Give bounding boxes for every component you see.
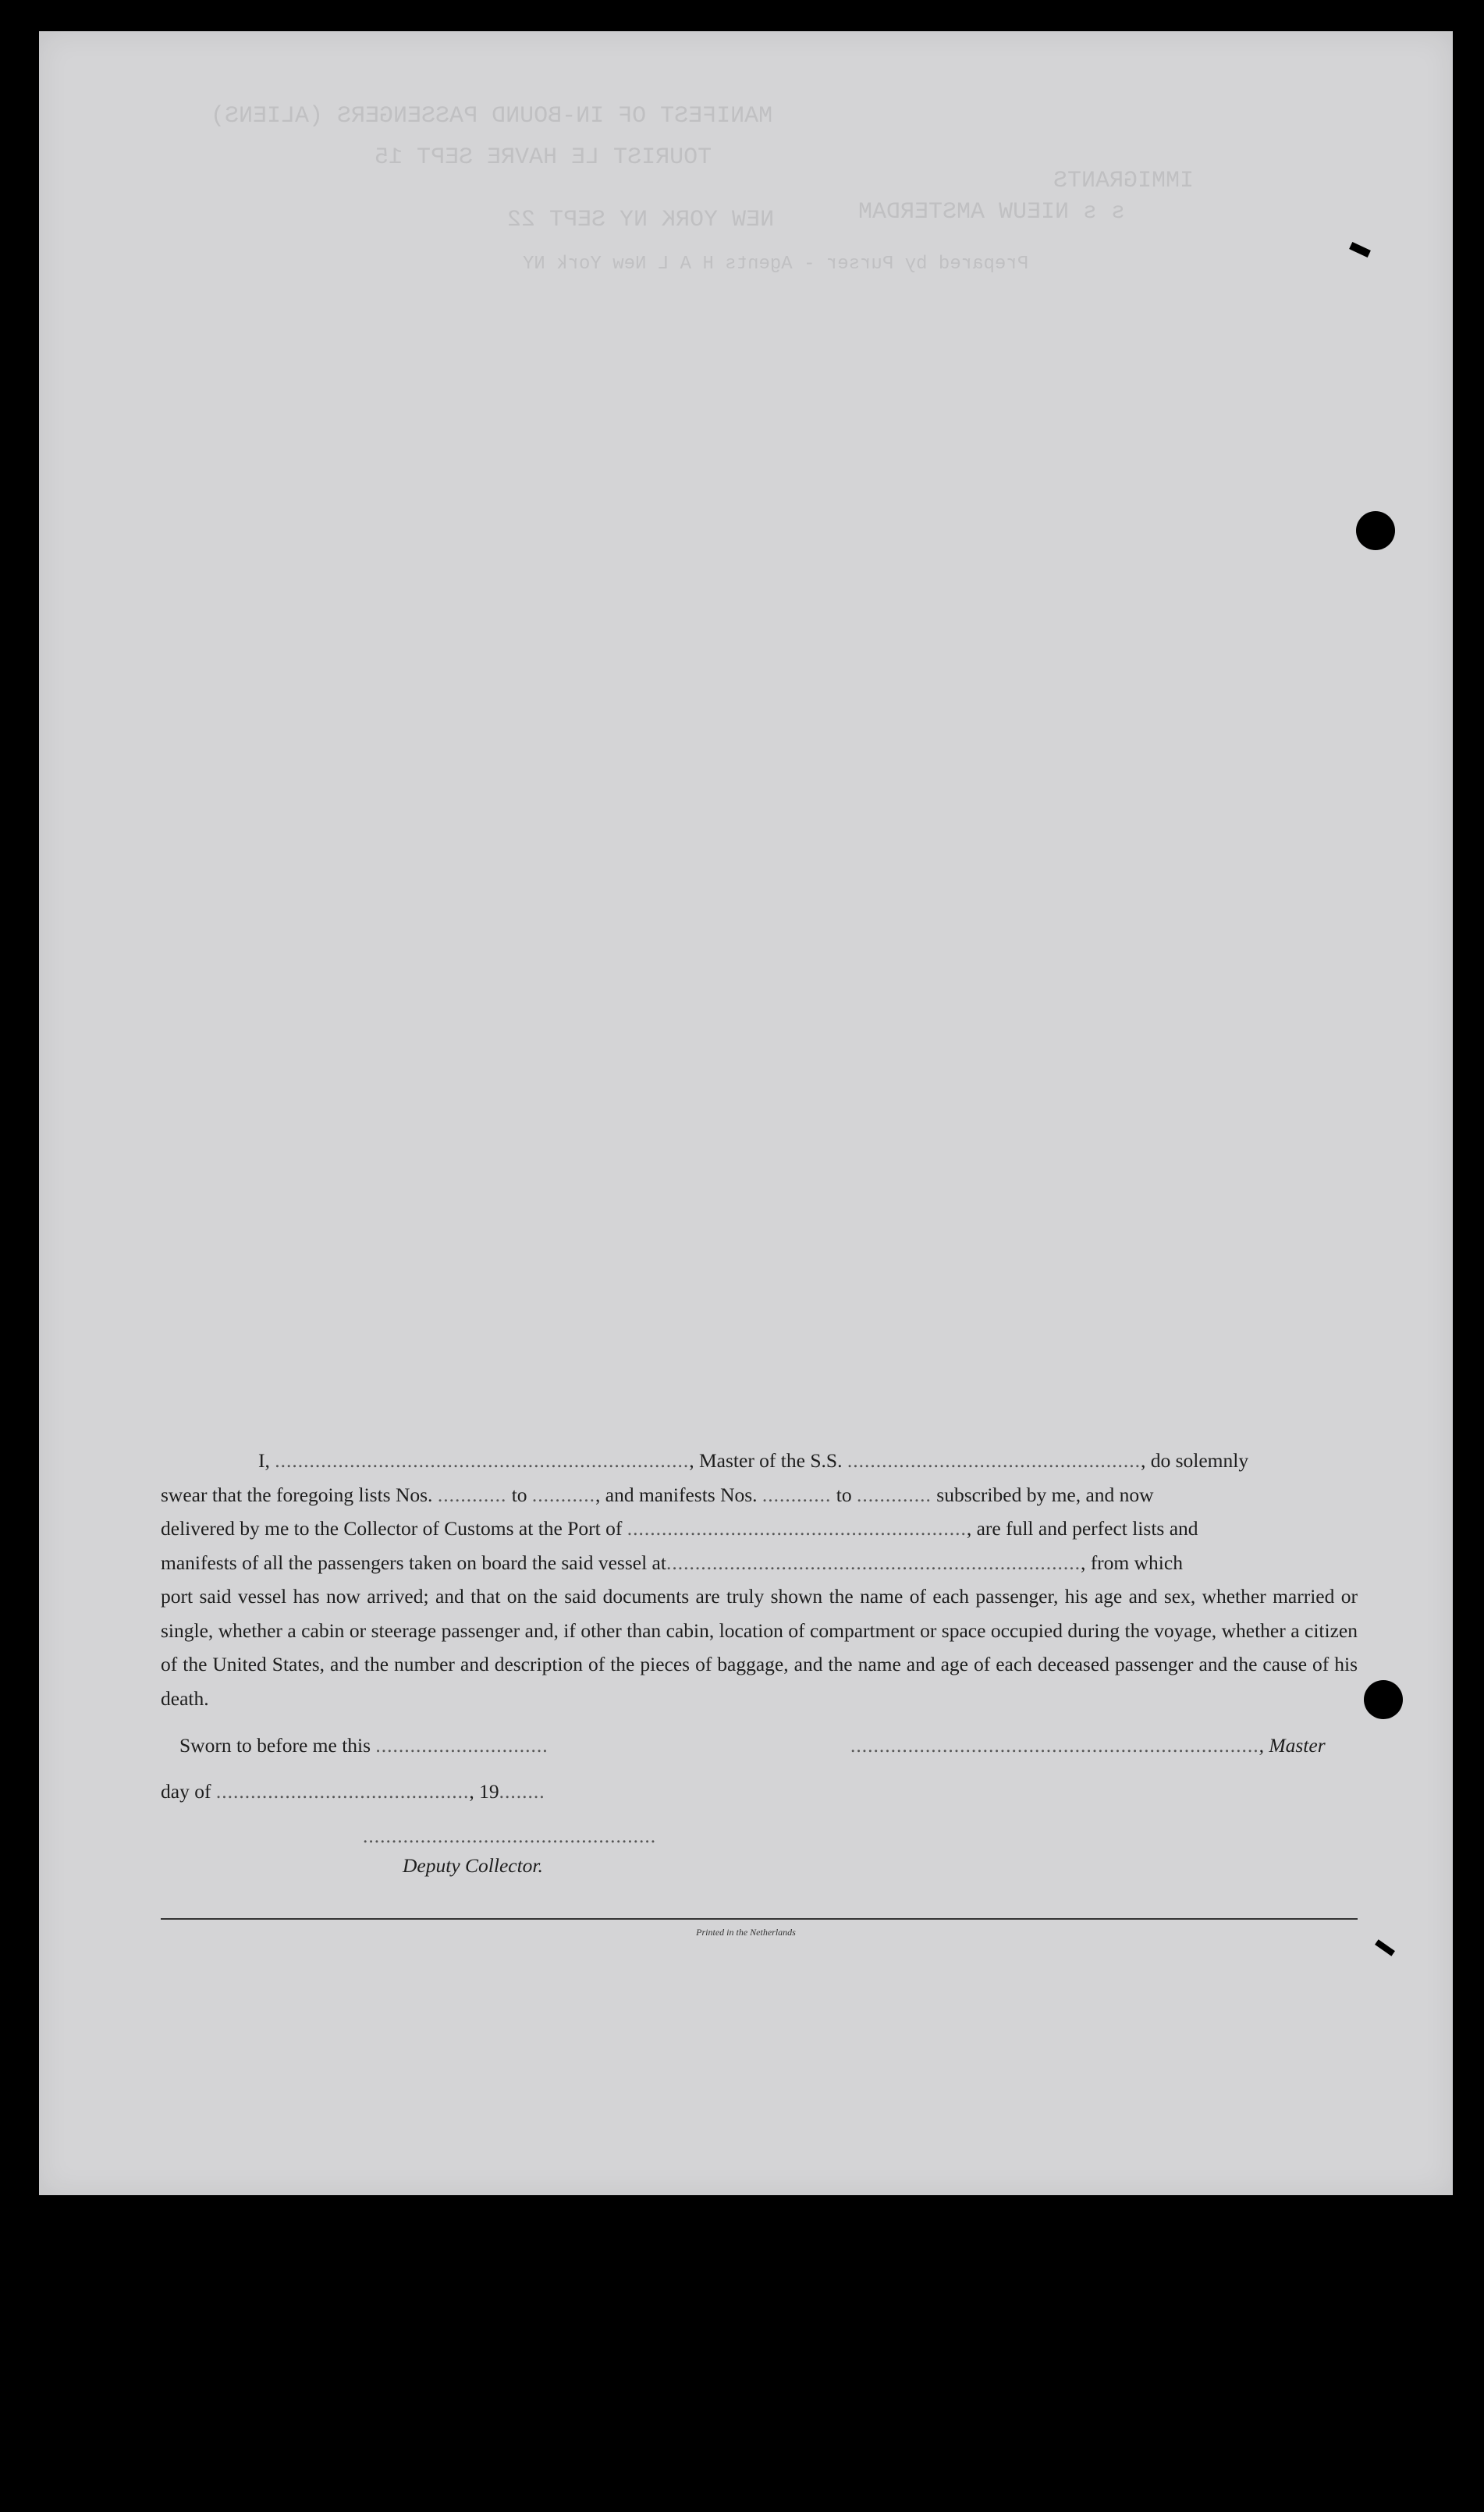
fill-line: ........................................................... xyxy=(627,1517,967,1540)
oath-solemnly: , do solemnly xyxy=(1140,1449,1249,1472)
day-row xyxy=(161,1780,545,1803)
ghost-line-5: NEW YORK NY SEPT 22 xyxy=(507,207,775,233)
fill-line: ............. xyxy=(857,1483,932,1506)
edge-mark xyxy=(1375,1939,1395,1956)
ghost-line-1: MANIFEST OF IN-BOUND PASSENGERS (ALIENS) xyxy=(211,103,773,130)
oath-line2-b: to xyxy=(511,1483,527,1506)
sworn-row xyxy=(179,1734,549,1757)
oath-line2-d: to xyxy=(836,1483,852,1506)
deputy-signature-line xyxy=(363,1824,656,1848)
day-of-label: day of xyxy=(161,1780,211,1803)
oath-paragraph xyxy=(161,1444,1358,1715)
oath-rest: port said vessel has now arrived; and that on the said documents are truly shown the name of each passenger, his age and sex, whether married or single, whether a cabin or steerage passenger and, if other than cabin, location of compartment or space occupied during the voyage, whether a citizen of the United States, and the number and description of the pieces of baggage, and the name and age of each deceased passenger and the cause of his death. xyxy=(161,1585,1358,1710)
fill-line: ................................................... xyxy=(847,1449,1141,1472)
oath-line3-a: delivered by me to the Collector of Customs at the Port of xyxy=(161,1517,623,1540)
fill-line: ............ xyxy=(437,1483,507,1506)
document-page xyxy=(39,31,1453,2195)
sworn-label: Sworn to before me this xyxy=(179,1734,371,1757)
fill-line: ........................................................................ xyxy=(666,1551,1081,1574)
oath-i: I, xyxy=(258,1449,270,1472)
fill-line: ............ xyxy=(762,1483,832,1506)
fill-line: ............................................ xyxy=(215,1780,470,1803)
ghost-line-2: TOURIST LE HAVRE SEPT 15 xyxy=(375,144,712,171)
printed-in-netherlands: Printed in the Netherlands xyxy=(696,1927,796,1938)
oath-line2-c: , and manifests Nos. xyxy=(595,1483,758,1506)
fill-line: ................................................... xyxy=(363,1824,657,1847)
fill-line: ........................................................................ xyxy=(275,1449,690,1472)
fill-line: ....................................................................... xyxy=(850,1734,1259,1757)
fill-line: ........... xyxy=(531,1483,596,1506)
punch-hole xyxy=(1356,511,1395,550)
oath-line2-a: swear that the foregoing lists Nos. xyxy=(161,1483,433,1506)
oath-line4-b: , from which xyxy=(1080,1551,1183,1574)
punch-hole xyxy=(1364,1680,1403,1719)
edge-mark xyxy=(1349,242,1371,258)
oath-line4-a: manifests of all the passengers taken on board the said vessel at xyxy=(161,1551,666,1574)
ghost-line-4: s s NIEUW AMSTERDAM xyxy=(858,199,1126,226)
oath-line3-b: , are full and perfect lists and xyxy=(966,1517,1198,1540)
oath-master-of: , Master of the S.S. xyxy=(689,1449,843,1472)
footer-rule xyxy=(161,1918,1358,1920)
master-signature-row xyxy=(850,1734,1326,1757)
oath-line2-e: subscribed by me, and now xyxy=(936,1483,1154,1506)
deputy-collector-label: Deputy Collector. xyxy=(403,1854,543,1877)
fill-line: ........ xyxy=(499,1780,545,1803)
fill-line: .............................. xyxy=(375,1734,549,1757)
master-label: , Master xyxy=(1259,1734,1326,1757)
ghost-line-3: IMMIGRANTS xyxy=(1053,168,1195,194)
ghost-line-6: Prepared by Purser - Agents H A L New York NY xyxy=(523,254,1029,275)
year-label: , 19 xyxy=(469,1780,499,1803)
